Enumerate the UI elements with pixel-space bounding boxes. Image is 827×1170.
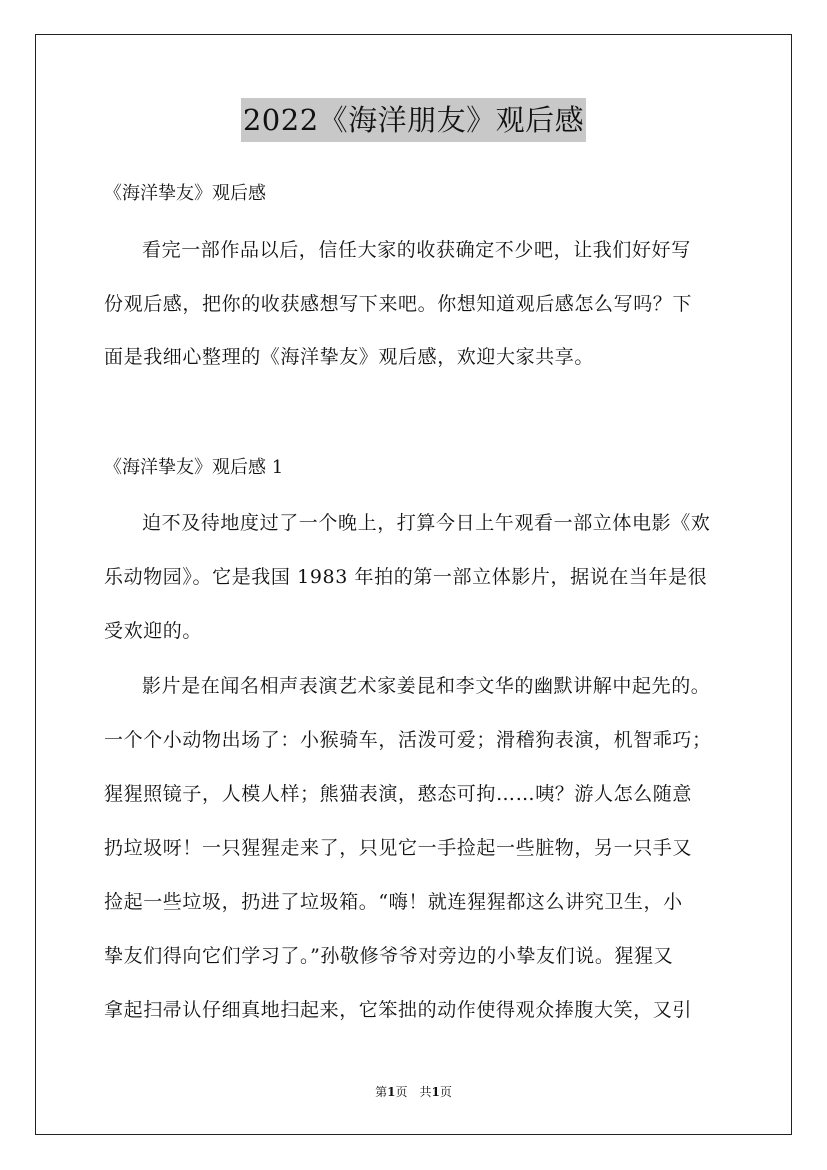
paragraph-line: 扔垃圾呀！一只猩猩走来了，只见它一手捡起一些脏物，另一只手又 <box>104 837 693 859</box>
intro-line: 面是我细心整理的《海洋挚友》观后感，欢迎大家共享。 <box>104 346 595 368</box>
paragraph-line: 捡起一些垃圾，扔进了垃圾箱。“嗨！就连猩猩都这么讲究卫生，小 <box>104 891 683 913</box>
page-current: 1 <box>387 1085 396 1099</box>
paragraph-line: 迫不及待地度过了一个晚上，打算今日上午观看一部立体电影《欢 <box>142 512 711 534</box>
intro-line: 看完一部作品以后，信任大家的收获确定不少吧，让我们好好写 <box>142 239 691 261</box>
paragraph-line: 猩猩照镜子，人模人样；熊猫表演，憨态可拘……咦？游人怎么随意 <box>104 783 693 805</box>
page-total: 1 <box>431 1085 440 1099</box>
paragraph-line: 影片是在闻名相声表演艺术家姜昆和李文华的幽默讲解中起先的。 <box>142 675 711 697</box>
paragraph-line: 一个个小动物出场了：小猴骑车，活泼可爱；滑稽狗表演，机智乖巧； <box>104 729 712 751</box>
document-title: 2022《海洋朋友》观后感 <box>241 98 586 142</box>
title-container <box>0 98 827 142</box>
paragraph-line: 乐动物园》。它是我国 1983 年拍的第一部立体影片，据说在当年是很 <box>104 566 708 588</box>
page-prefix: 第 <box>375 1085 388 1099</box>
page-suffix: 页 <box>439 1085 452 1099</box>
paragraph-line: 拿起扫帚认仔细真地扫起来，它笨拙的动作使得观众捧腹大笑，又引 <box>104 999 693 1021</box>
page-footer <box>0 1084 827 1100</box>
subtitle: 《海洋挚友》观后感 <box>104 183 266 204</box>
section-heading: 《海洋挚友》观后感 1 <box>104 457 284 478</box>
page-mid: 页 共 <box>395 1085 432 1099</box>
paragraph-line: 挚友们得向它们学习了。”孙敬修爷爷对旁边的小挚友们说。猩猩又 <box>104 945 674 967</box>
intro-line: 份观后感，把你的收获感想写下来吧。你想知道观后感怎么写吗？下 <box>104 293 693 315</box>
paragraph-line: 受欢迎的。 <box>104 620 203 642</box>
